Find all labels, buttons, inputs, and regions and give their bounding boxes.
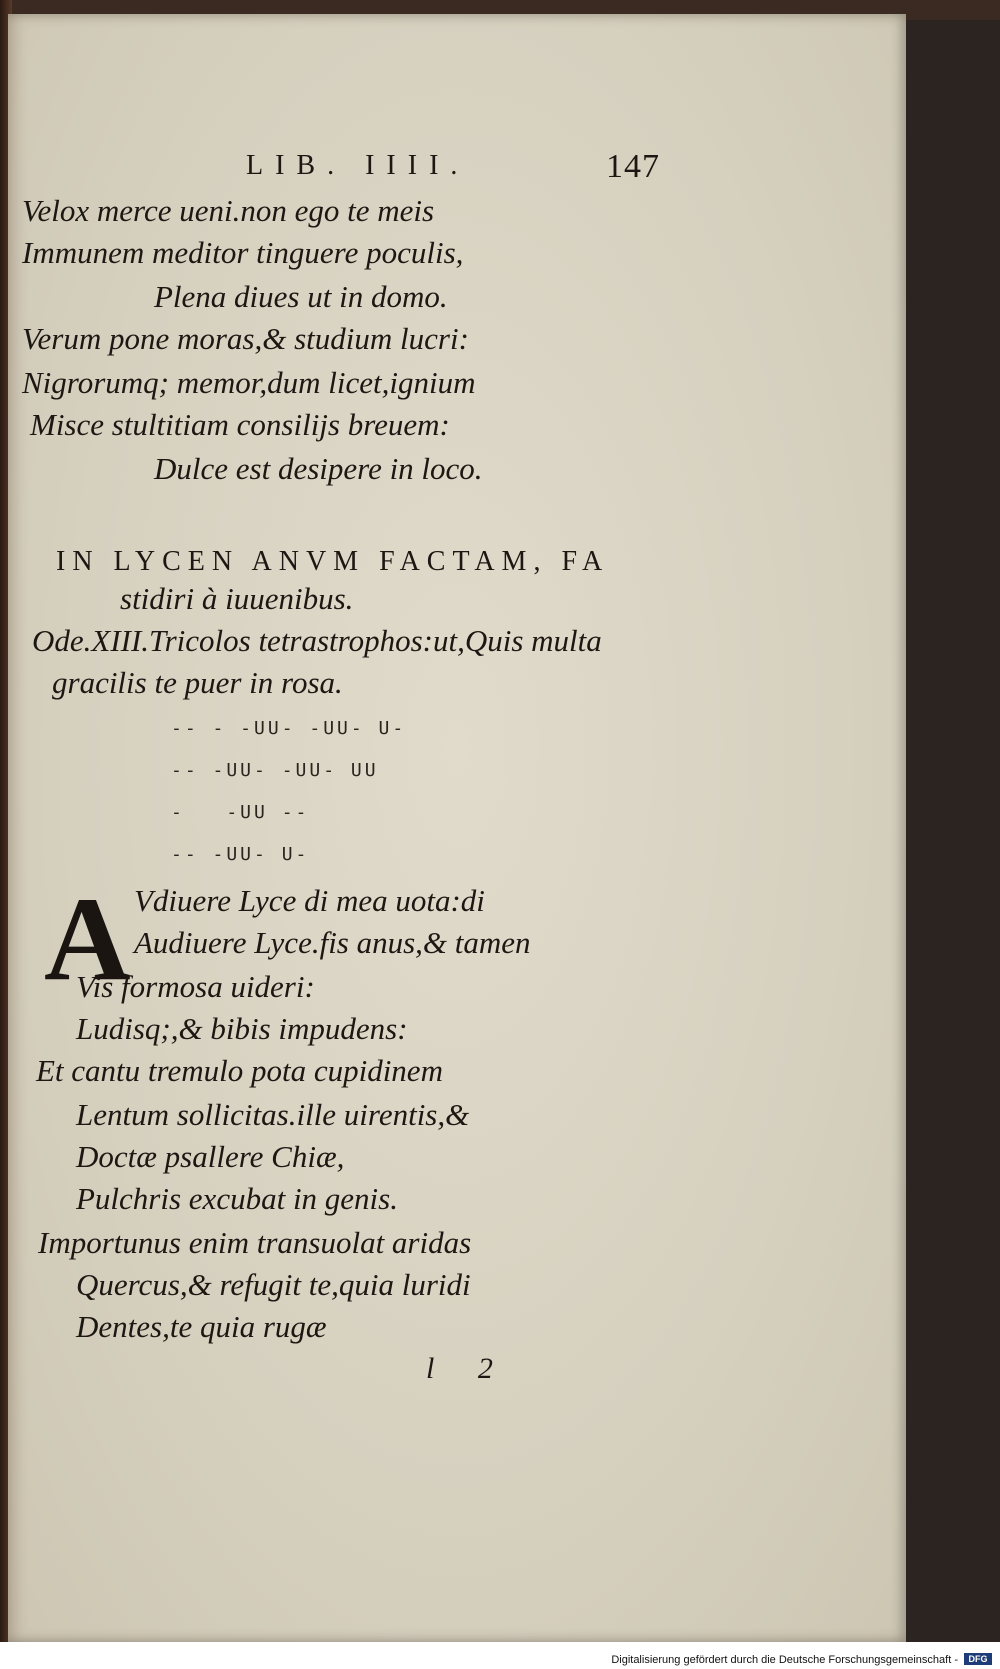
ode-title-continuation: stidiri à iuuenibus. [120,581,354,616]
ode-description: gracilis te puer in rosa. [52,665,343,700]
meter-line: -- -UU- -UU- UU [171,760,379,781]
meter-line: - -UU -- [171,802,310,823]
verse-line: Lentum sollicitas.ille uirentis,& [76,1097,470,1132]
drop-cap: A [44,872,131,1005]
verse-line: Verum pone moras,& studium lucri: [22,321,469,356]
verse-line: Vis formosa uideri: [76,969,315,1004]
dfg-logo: DFG [964,1653,992,1665]
verse-line: Ludisq;,& bibis impudens: [76,1011,408,1046]
verse-line: Immunem meditor tinguere poculis, [22,235,464,270]
signature-mark: l 2 [426,1352,511,1385]
verse-line: Quercus,& refugit te,quia luridi [76,1267,471,1302]
verse-line: Velox merce ueni.non ego te meis [22,193,435,228]
verse-line: Dulce est desipere in loco. [154,451,483,486]
verse-line: Audiuere Lyce.fis anus,& tamen [134,925,531,960]
verse-line: Doctæ psallere Chiæ, [76,1139,345,1174]
page-number: 147 [606,148,660,185]
verse-line: Misce stultitiam consilijs breuem: [30,407,450,442]
verse-line: Plena diues ut in domo. [154,279,448,314]
funding-credit: Digitalisierung gefördert durch die Deutsche Forschungsgemeinschaft - [611,1654,958,1666]
page-edge [906,20,1000,1642]
verse-line: Pulchris excubat in genis. [76,1181,398,1216]
verse-line: Nigrorumq; memor,dum licet,ignium [22,365,476,400]
running-head: LIB. IIII. [246,150,470,181]
verse-line: Vdiuere Lyce di mea uota:di [134,883,485,918]
verse-line: Importunus enim transuolat aridas [38,1225,472,1260]
ode-description: Ode.XIII.Tricolos tetrastrophos:ut,Quis multa [32,623,602,658]
meter-line: -- - -UU- -UU- U- [171,718,407,739]
verse-line: Et cantu tremulo pota cupidinem [36,1053,443,1088]
ode-title: IN LYCEN ANVM FACTAM, FA [56,546,610,577]
book-page [8,14,906,1642]
verse-line: Dentes,te quia rugæ [76,1309,327,1344]
meter-line: -- -UU- U- [171,844,310,865]
